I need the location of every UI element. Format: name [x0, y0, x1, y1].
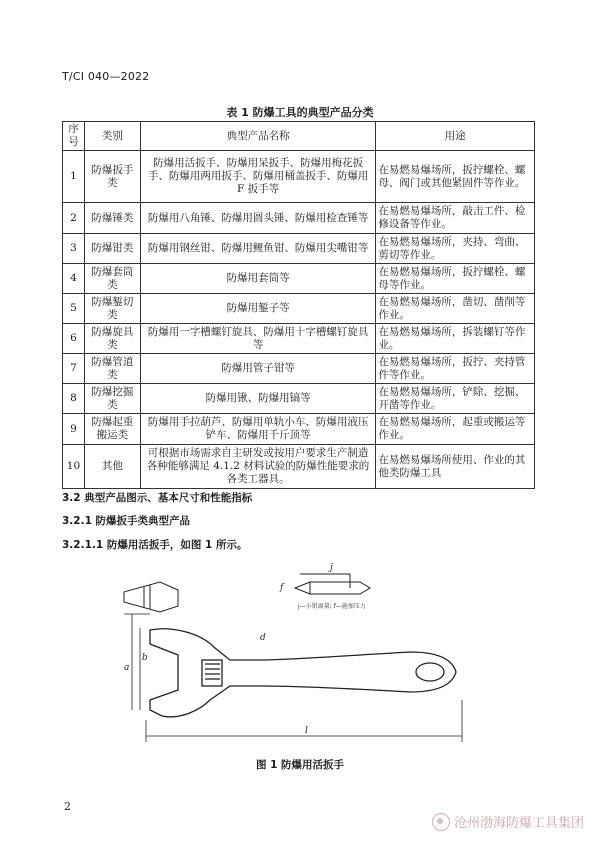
- table-row: [63, 151, 535, 203]
- cell-no: 10: [63, 445, 85, 489]
- cell-products: 防爆用套筒等: [140, 264, 375, 294]
- table-caption: 表 1 防爆工具的典型产品分类: [226, 106, 374, 119]
- wechat-icon: [432, 813, 450, 831]
- cell-no: 1: [63, 151, 85, 203]
- dimension-lines: [124, 614, 462, 742]
- page-number: 2: [64, 800, 71, 813]
- cell-category: 防爆锤类: [84, 203, 140, 234]
- product-classification-table: [62, 121, 535, 489]
- cell-usage: 在易燃易爆场所，扳拧、夹持管件等作业。: [376, 354, 535, 384]
- label-b: b: [142, 653, 148, 663]
- table-row: [63, 414, 535, 445]
- cell-usage: 在易燃易爆场所，凿切、凿削等作业。: [376, 294, 535, 324]
- table-row: [63, 445, 535, 489]
- cell-usage: 在易燃易爆场所，铲除、挖掘、开凿等作业。: [376, 384, 535, 414]
- watermark-text: 沧州渤海防爆工具集团: [453, 816, 584, 831]
- cell-usage: 在易燃易爆场所，扳拧螺栓、螺母等作业。: [376, 264, 535, 294]
- cell-products: 防爆用管子钳等: [140, 354, 375, 384]
- table-row: [63, 294, 535, 324]
- cell-usage: 在易燃易爆场所，起重或搬运等作业。: [376, 414, 535, 445]
- document-code: T/CI 040—2022: [62, 70, 150, 83]
- label-l: l: [305, 726, 308, 736]
- watermark: [432, 812, 584, 831]
- table-header-row: [63, 122, 535, 151]
- cell-products: 防爆用錾子等: [140, 294, 375, 324]
- header-category: 类别: [84, 122, 140, 151]
- cell-usage: 在易燃易爆场所，敲击工件、检修设备等作业。: [376, 203, 535, 234]
- header-products: 典型产品名称: [140, 122, 375, 151]
- jaw-detail-inset: [295, 574, 370, 594]
- table-row: [63, 234, 535, 264]
- cell-no: 7: [63, 354, 85, 384]
- section-heading-3-2-1: 3.2.1 防爆扳手类典型产品: [62, 515, 191, 527]
- cell-category: 其他: [84, 445, 140, 489]
- cell-usage: 在易燃易爆场所，拆装螺钉等作业。: [376, 324, 535, 354]
- figure-caption: 图 1 防爆用活扳手: [255, 759, 345, 771]
- label-j: j: [330, 563, 333, 573]
- cell-usage: 在易燃易爆场所使用、作业的其他类防爆工具: [376, 445, 535, 489]
- cell-no: 2: [63, 203, 85, 234]
- cell-category: 防爆扳手类: [84, 151, 140, 203]
- header-usage: 用途: [376, 122, 535, 151]
- inset-note: j—小钳离量; f—施加压力: [298, 603, 366, 610]
- cell-category: 防爆管道类: [84, 354, 140, 384]
- cell-category: 防爆挖掘类: [84, 384, 140, 414]
- adjustable-wrench-figure: [110, 560, 490, 750]
- header-no: 序号: [63, 122, 85, 151]
- table-row: [63, 384, 535, 414]
- label-d: d: [260, 633, 266, 643]
- cell-products: 防爆用锹、防爆用镐等: [140, 384, 375, 414]
- cell-category: 防爆錾切类: [84, 294, 140, 324]
- label-a: a: [124, 663, 130, 673]
- table-row: [63, 203, 535, 234]
- cell-usage: 在易燃易爆场所，扳拧螺栓、螺母、阀门或其他紧固件等作业。: [376, 151, 535, 203]
- cell-products: 可根据市场需求自主研发或按用户要求生产制造各种能够满足 4.1.2 材料试验的防爆性能要求的各类工器具。: [140, 445, 375, 489]
- cell-no: 3: [63, 234, 85, 264]
- cell-category: 防爆起重搬运类: [84, 414, 140, 445]
- cell-category: 防爆套筒类: [84, 264, 140, 294]
- table-row: [63, 324, 535, 354]
- cell-no: 8: [63, 384, 85, 414]
- cell-category: 防爆钳类: [84, 234, 140, 264]
- cell-usage: 在易燃易爆场所，夹持、弯曲、剪切等作业。: [376, 234, 535, 264]
- label-f: f: [280, 583, 284, 593]
- cell-products: 防爆用一字槽螺钉旋具、防爆用十字槽螺钉旋具等: [140, 324, 375, 354]
- cell-category: 防爆旋具类: [84, 324, 140, 354]
- wrench-body: [150, 629, 456, 717]
- section-heading-3-2: 3.2 典型产品图示、基本尺寸和性能指标: [62, 492, 253, 504]
- cell-products: 防爆用八角锤、防爆用圆头锤、防爆用检查锤等: [140, 203, 375, 234]
- cell-products: 防爆用手拉葫芦、防爆用单轨小车、防爆用液压铲车、防爆用千斤顶等: [140, 414, 375, 445]
- cell-no: 6: [63, 324, 85, 354]
- cell-no: 5: [63, 294, 85, 324]
- table-row: [63, 354, 535, 384]
- cell-products: 防爆用钢丝钳、防爆用鲤鱼钳、防爆用尖嘴钳等: [140, 234, 375, 264]
- table-row: [63, 264, 535, 294]
- jaw-detail-left: [124, 582, 178, 612]
- cell-no: 4: [63, 264, 85, 294]
- cell-no: 9: [63, 414, 85, 445]
- section-heading-3-2-1-1: 3.2.1.1 防爆用活扳手，如图 1 所示。: [62, 539, 248, 551]
- cell-products: 防爆用活扳手、防爆用呆扳手、防爆用梅花扳手、防爆用两用扳手、防爆用桶盖扳手、防爆用 F 扳手等: [140, 151, 375, 203]
